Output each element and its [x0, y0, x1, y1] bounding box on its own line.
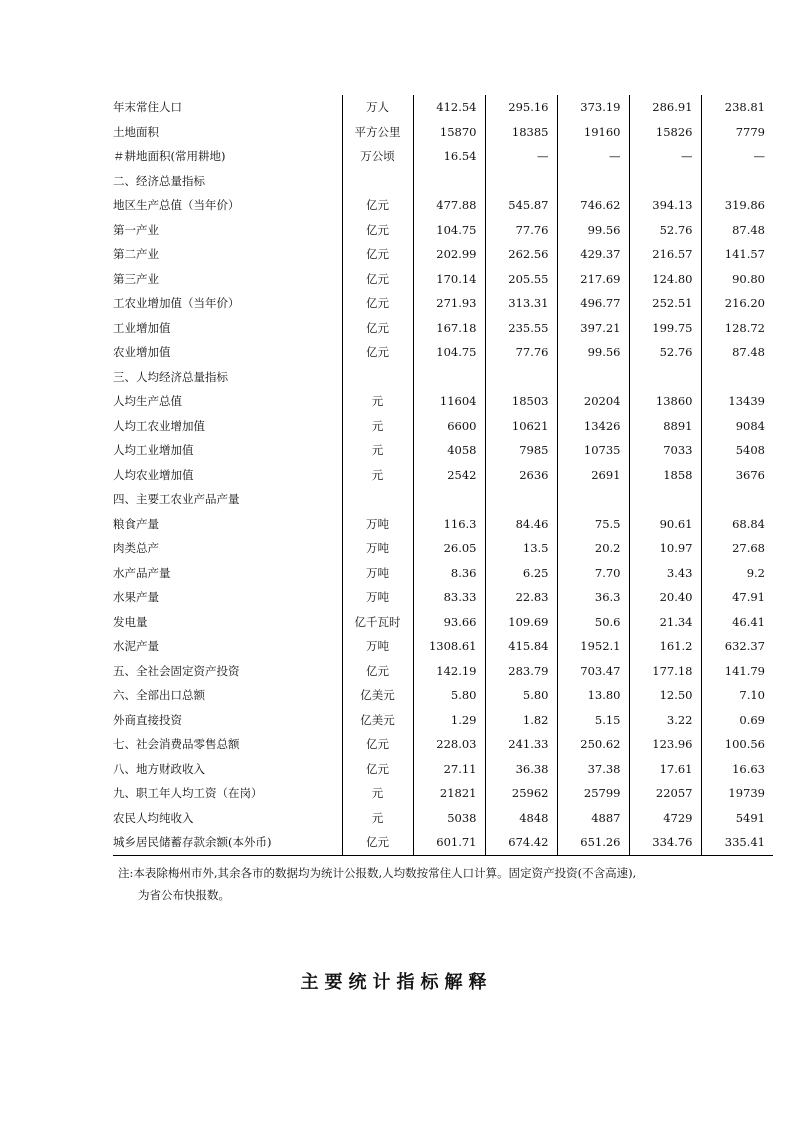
value-cell-col-3: 7.70	[557, 561, 629, 586]
table-row	[113, 683, 773, 708]
value-cell-col-4: 21.34	[629, 610, 701, 635]
row-unit: 万吨	[342, 512, 413, 537]
row-label: 工农业增加值（当年价）	[113, 296, 240, 310]
table-row	[113, 757, 773, 782]
value-cell-col-5	[701, 365, 773, 390]
row-label: 年末常住人口	[113, 100, 182, 114]
value-cell-col-2: 295.16	[485, 95, 557, 120]
value-cell-col-1: 6600	[413, 414, 485, 439]
value-cell-col-1: 1308.61	[413, 634, 485, 659]
value-cell-col-5: 68.84	[701, 512, 773, 537]
value-cell-col-1: 27.11	[413, 757, 485, 782]
row-label: 水产品产量	[113, 565, 171, 580]
value-cell-col-5	[701, 487, 773, 512]
row-label: ＃耕地面积(常用耕地)	[113, 149, 226, 163]
row-unit: 亿千瓦时	[342, 610, 413, 635]
value-cell-col-2: 205.55	[485, 267, 557, 292]
value-cell-col-2: 5.80	[485, 683, 557, 708]
value-cell-col-5: —	[701, 144, 773, 169]
row-unit: 亿元	[342, 659, 413, 684]
table-row	[113, 95, 773, 120]
value-cell-col-1: 167.18	[413, 316, 485, 341]
value-cell-col-1: 601.71	[413, 830, 485, 855]
table-row	[113, 242, 773, 267]
value-cell-col-2: 283.79	[485, 659, 557, 684]
value-cell-col-1: 83.33	[413, 585, 485, 610]
value-cell-col-5	[701, 169, 773, 194]
table-row	[113, 536, 773, 561]
value-cell-col-4: 199.75	[629, 316, 701, 341]
value-cell-col-5: 27.68	[701, 536, 773, 561]
row-label: 人均工业增加值	[113, 443, 194, 457]
value-cell-col-1: 104.75	[413, 340, 485, 365]
value-cell-col-1: 271.93	[413, 291, 485, 316]
row-label: 三、人均经济总量指标	[113, 369, 228, 384]
value-cell-col-3: 99.56	[557, 340, 629, 365]
value-cell-col-5: 90.80	[701, 267, 773, 292]
row-unit: 元	[342, 438, 413, 463]
value-cell-col-4: 334.76	[629, 830, 701, 855]
row-unit	[342, 365, 413, 390]
row-label: 六、全部出口总额	[113, 688, 205, 702]
value-cell-col-2: 77.76	[485, 218, 557, 243]
value-cell-col-3: 2691	[557, 463, 629, 488]
row-label: 城乡居民储蓄存款余额(本外币)	[113, 830, 342, 855]
value-cell-col-2: 6.25	[485, 561, 557, 586]
value-cell-col-3: 5.15	[557, 708, 629, 733]
value-cell-col-1: 21821	[413, 781, 485, 806]
value-cell-col-4: 7033	[629, 438, 701, 463]
value-cell-col-4: 1858	[629, 463, 701, 488]
row-label: 肉类总产	[113, 541, 159, 555]
row-unit: 万吨	[342, 634, 413, 659]
table-row	[113, 487, 773, 512]
row-unit: 亿元	[342, 291, 413, 316]
value-cell-col-1: 1.29	[413, 708, 485, 733]
row-unit: 万吨	[342, 536, 413, 561]
row-label: 工业增加值	[113, 320, 171, 335]
value-cell-col-1: 93.66	[413, 610, 485, 635]
value-cell-col-2: 84.46	[485, 512, 557, 537]
value-cell-col-5: 335.41	[701, 830, 773, 855]
value-cell-col-2: 109.69	[485, 610, 557, 635]
table-row	[113, 610, 773, 635]
row-unit: 亿元	[342, 242, 413, 267]
row-unit: 万人	[342, 95, 413, 120]
value-cell-col-1: 5.80	[413, 683, 485, 708]
row-unit: 万吨	[342, 561, 413, 586]
row-unit: 平方公里	[342, 120, 413, 145]
row-unit: 元	[342, 463, 413, 488]
value-cell-col-2: 415.84	[485, 634, 557, 659]
value-cell-col-4	[629, 169, 701, 194]
value-cell-col-2: 77.76	[485, 340, 557, 365]
row-label: 外商直接投资	[113, 712, 182, 727]
value-cell-col-5: 9084	[701, 414, 773, 439]
value-cell-col-3: 651.26	[557, 830, 629, 855]
row-label: 五、全社会固定资产投资	[113, 663, 240, 678]
value-cell-col-4: —	[629, 144, 701, 169]
value-cell-col-5: 87.48	[701, 218, 773, 243]
value-cell-col-2: 313.31	[485, 291, 557, 316]
value-cell-col-4: 12.50	[629, 683, 701, 708]
value-cell-col-4: 52.76	[629, 340, 701, 365]
value-cell-col-5: 47.91	[701, 585, 773, 610]
value-cell-col-5: 100.56	[701, 732, 773, 757]
row-unit	[342, 487, 413, 512]
row-label: 水泥产量	[113, 639, 159, 653]
row-unit: 亿元	[342, 316, 413, 341]
row-label: 第一产业	[113, 222, 159, 237]
value-cell-col-5: 238.81	[701, 95, 773, 120]
row-unit: 亿美元	[342, 708, 413, 733]
row-unit: 亿元	[342, 732, 413, 757]
value-cell-col-4: 124.80	[629, 267, 701, 292]
value-cell-col-3: 36.3	[557, 585, 629, 610]
value-cell-col-2: 1.82	[485, 708, 557, 733]
value-cell-col-5: 16.63	[701, 757, 773, 782]
row-label: 人均生产总值	[113, 394, 182, 408]
value-cell-col-1: 477.88	[413, 193, 485, 218]
row-label: 二、经济总量指标	[113, 173, 205, 188]
value-cell-col-3: 13.80	[557, 683, 629, 708]
table-footnote	[118, 862, 758, 906]
value-cell-col-2: 10621	[485, 414, 557, 439]
table-row	[113, 340, 773, 365]
value-cell-col-5: 5491	[701, 806, 773, 831]
row-unit: 亿元	[342, 830, 413, 855]
row-unit: 元	[342, 414, 413, 439]
row-unit: 亿元	[342, 193, 413, 218]
row-unit: 亿元	[342, 218, 413, 243]
table-row	[113, 708, 773, 733]
value-cell-col-1: 170.14	[413, 267, 485, 292]
value-cell-col-3: 496.77	[557, 291, 629, 316]
value-cell-col-3: 37.38	[557, 757, 629, 782]
value-cell-col-2: 18503	[485, 389, 557, 414]
value-cell-col-1: 202.99	[413, 242, 485, 267]
table-row	[113, 365, 773, 390]
table-row	[113, 438, 773, 463]
value-cell-col-5: 141.79	[701, 659, 773, 684]
footnote-line-1: 注:本表除梅州市外,其余各市的数据均为统计公报数,人均数按常住人口计算。固定资产投资(不含高速),	[118, 866, 637, 880]
row-unit: 元	[342, 806, 413, 831]
table-row	[113, 144, 773, 169]
value-cell-col-3: 250.62	[557, 732, 629, 757]
value-cell-col-3: 50.6	[557, 610, 629, 635]
value-cell-col-3: —	[557, 144, 629, 169]
value-cell-col-2: 18385	[485, 120, 557, 145]
value-cell-col-2: 36.38	[485, 757, 557, 782]
value-cell-col-1: 5038	[413, 806, 485, 831]
value-cell-col-1: 228.03	[413, 732, 485, 757]
row-label: 八、地方财政收入	[113, 761, 205, 776]
value-cell-col-1: 412.54	[413, 95, 485, 120]
value-cell-col-4: 52.76	[629, 218, 701, 243]
value-cell-col-5: 0.69	[701, 708, 773, 733]
row-label: 农民人均纯收入	[113, 810, 194, 825]
row-label: 粮食产量	[113, 516, 159, 531]
value-cell-col-3: 19160	[557, 120, 629, 145]
table-row	[113, 830, 773, 855]
value-cell-col-2: 25962	[485, 781, 557, 806]
table-row	[113, 267, 773, 292]
row-label: 农业增加值	[113, 345, 171, 359]
value-cell-col-4: 3.43	[629, 561, 701, 586]
table-row	[113, 634, 773, 659]
value-cell-col-5: 19739	[701, 781, 773, 806]
value-cell-col-2: 235.55	[485, 316, 557, 341]
table-row	[113, 512, 773, 537]
table-row	[113, 732, 773, 757]
value-cell-col-5: 216.20	[701, 291, 773, 316]
table-row	[113, 414, 773, 439]
table-row	[113, 659, 773, 684]
row-label: 人均农业增加值	[113, 467, 194, 482]
table-row	[113, 218, 773, 243]
value-cell-col-3: 429.37	[557, 242, 629, 267]
value-cell-col-1: 8.36	[413, 561, 485, 586]
value-cell-col-2: 545.87	[485, 193, 557, 218]
row-label: 地区生产总值（当年价）	[113, 198, 240, 212]
row-label: 四、主要工农业产品产量	[113, 492, 240, 506]
value-cell-col-4: 216.57	[629, 242, 701, 267]
value-cell-col-3: 10735	[557, 438, 629, 463]
value-cell-col-4: 177.18	[629, 659, 701, 684]
value-cell-col-3: 397.21	[557, 316, 629, 341]
value-cell-col-4: 3.22	[629, 708, 701, 733]
value-cell-col-3: 1952.1	[557, 634, 629, 659]
table-row	[113, 585, 773, 610]
value-cell-col-4: 123.96	[629, 732, 701, 757]
value-cell-col-5: 7.10	[701, 683, 773, 708]
row-unit: 元	[342, 781, 413, 806]
value-cell-col-2: 4848	[485, 806, 557, 831]
value-cell-col-4	[629, 365, 701, 390]
value-cell-col-4: 90.61	[629, 512, 701, 537]
value-cell-col-5: 7779	[701, 120, 773, 145]
value-cell-col-4	[629, 487, 701, 512]
value-cell-col-3: 20.2	[557, 536, 629, 561]
value-cell-col-2	[485, 487, 557, 512]
value-cell-col-2: 22.83	[485, 585, 557, 610]
table-row	[113, 781, 773, 806]
value-cell-col-2: —	[485, 144, 557, 169]
value-cell-col-1	[413, 169, 485, 194]
row-label: 水果产量	[113, 590, 159, 604]
table-row	[113, 463, 773, 488]
value-cell-col-5: 3676	[701, 463, 773, 488]
value-cell-col-1: 2542	[413, 463, 485, 488]
table-row	[113, 561, 773, 586]
value-cell-col-1: 116.3	[413, 512, 485, 537]
value-cell-col-5: 9.2	[701, 561, 773, 586]
value-cell-col-3: 75.5	[557, 512, 629, 537]
value-cell-col-5: 319.86	[701, 193, 773, 218]
value-cell-col-3: 99.56	[557, 218, 629, 243]
row-unit: 万公顷	[342, 144, 413, 169]
value-cell-col-4: 20.40	[629, 585, 701, 610]
value-cell-col-5: 632.37	[701, 634, 773, 659]
value-cell-col-1: 104.75	[413, 218, 485, 243]
value-cell-col-1: 15870	[413, 120, 485, 145]
row-unit: 亿美元	[342, 683, 413, 708]
row-label: 人均工农业增加值	[113, 418, 205, 433]
footnote-line-2: 为省公布快报数。	[138, 888, 230, 902]
table-row	[113, 806, 773, 831]
value-cell-col-5: 141.57	[701, 242, 773, 267]
table-row	[113, 389, 773, 414]
value-cell-col-5: 5408	[701, 438, 773, 463]
value-cell-col-3: 217.69	[557, 267, 629, 292]
value-cell-col-1	[413, 365, 485, 390]
row-label: 七、社会消费品零售总额	[113, 737, 240, 751]
table-row	[113, 120, 773, 145]
value-cell-col-5: 13439	[701, 389, 773, 414]
row-unit: 亿元	[342, 757, 413, 782]
row-label: 第二产业	[113, 247, 159, 261]
value-cell-col-3	[557, 169, 629, 194]
value-cell-col-4: 22057	[629, 781, 701, 806]
value-cell-col-1: 16.54	[413, 144, 485, 169]
statistics-table	[113, 95, 773, 856]
table-row	[113, 169, 773, 194]
table-row	[113, 291, 773, 316]
value-cell-col-3	[557, 365, 629, 390]
value-cell-col-4: 13860	[629, 389, 701, 414]
row-label: 第三产业	[113, 271, 159, 286]
value-cell-col-4: 8891	[629, 414, 701, 439]
value-cell-col-4: 286.91	[629, 95, 701, 120]
section-title: 主要统计指标解释	[300, 972, 493, 993]
value-cell-col-2: 7985	[485, 438, 557, 463]
value-cell-col-4: 161.2	[629, 634, 701, 659]
value-cell-col-3: 4887	[557, 806, 629, 831]
value-cell-col-1	[413, 487, 485, 512]
table-row	[113, 193, 773, 218]
value-cell-col-2: 241.33	[485, 732, 557, 757]
value-cell-col-5: 87.48	[701, 340, 773, 365]
row-unit	[342, 169, 413, 194]
table-row	[113, 316, 773, 341]
value-cell-col-3: 373.19	[557, 95, 629, 120]
row-unit: 亿元	[342, 340, 413, 365]
value-cell-col-5: 46.41	[701, 610, 773, 635]
value-cell-col-2: 262.56	[485, 242, 557, 267]
row-label: 土地面积	[113, 124, 159, 139]
value-cell-col-4: 10.97	[629, 536, 701, 561]
value-cell-col-1: 142.19	[413, 659, 485, 684]
value-cell-col-4: 15826	[629, 120, 701, 145]
row-label: 九、职工年人均工资（在岗）	[113, 786, 263, 800]
value-cell-col-3	[557, 487, 629, 512]
value-cell-col-3: 25799	[557, 781, 629, 806]
value-cell-col-4: 394.13	[629, 193, 701, 218]
value-cell-col-2: 13.5	[485, 536, 557, 561]
value-cell-col-2: 674.42	[485, 830, 557, 855]
row-unit: 元	[342, 389, 413, 414]
value-cell-col-3: 20204	[557, 389, 629, 414]
value-cell-col-4: 17.61	[629, 757, 701, 782]
value-cell-col-3: 703.47	[557, 659, 629, 684]
row-unit: 亿元	[342, 267, 413, 292]
value-cell-col-3: 13426	[557, 414, 629, 439]
value-cell-col-4: 252.51	[629, 291, 701, 316]
value-cell-col-3: 746.62	[557, 193, 629, 218]
value-cell-col-1: 11604	[413, 389, 485, 414]
value-cell-col-2: 2636	[485, 463, 557, 488]
value-cell-col-1: 26.05	[413, 536, 485, 561]
row-unit: 万吨	[342, 585, 413, 610]
value-cell-col-2	[485, 365, 557, 390]
row-label: 发电量	[113, 614, 148, 629]
value-cell-col-1: 4058	[413, 438, 485, 463]
value-cell-col-2	[485, 169, 557, 194]
value-cell-col-4: 4729	[629, 806, 701, 831]
value-cell-col-5: 128.72	[701, 316, 773, 341]
